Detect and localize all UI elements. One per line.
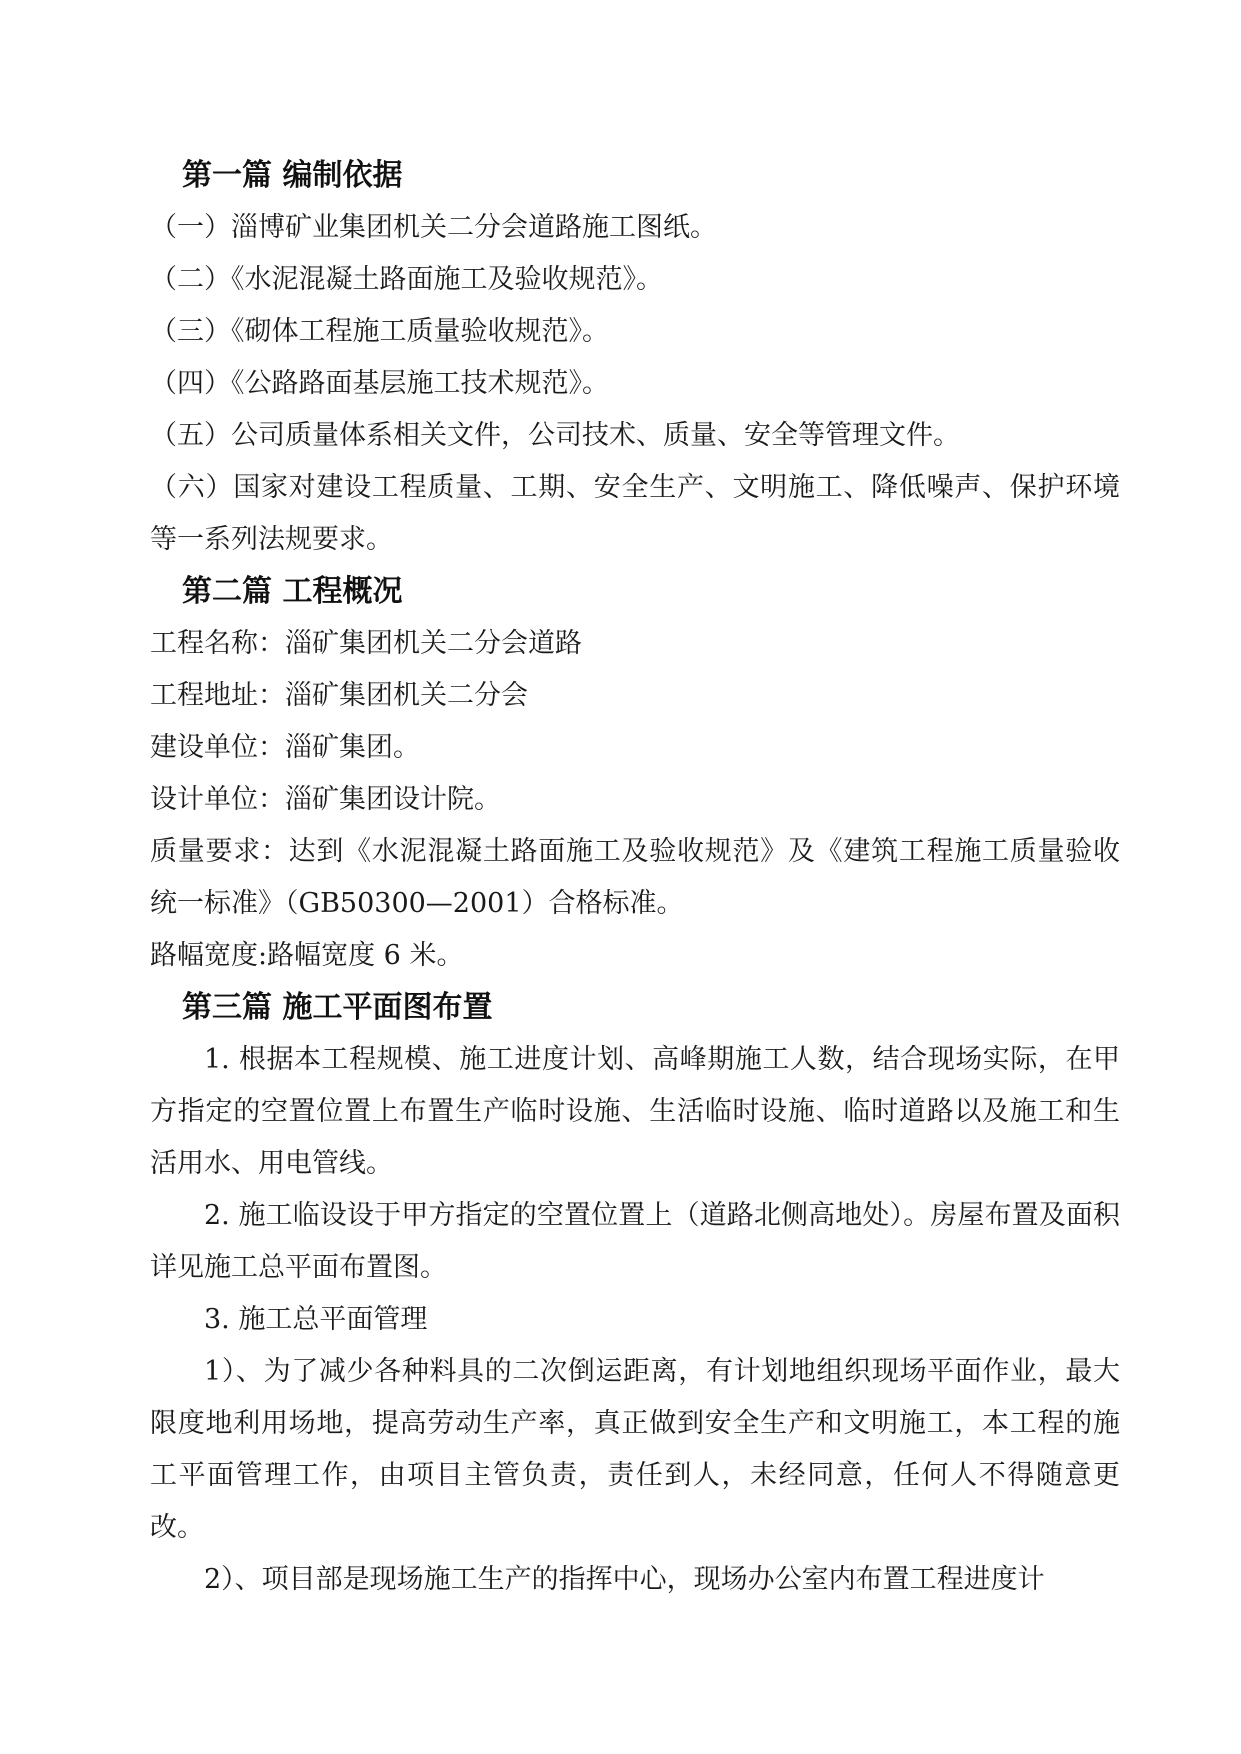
basis-item-1: （一）淄博矿业集团机关二分会道路施工图纸。 (150, 212, 717, 243)
layout-paragraph-4: 1）、为了减少各种料具的二次倒运距离，有计划地组织现场平面作业，最大限度地利用场地，提高劳动生产率，真正做到安全生产和文明施工，本工程的施工平面管理工作，由项目主管负责，责任到人，未经同意，任何人不得随意更改。 (150, 1356, 1120, 1543)
project-name: 工程名称：淄矿集团机关二分会道路 (150, 628, 582, 659)
basis-item-2: （二）《水泥混凝土路面施工及验收规范》。 (150, 264, 663, 295)
basis-item-3: （三）《砌体工程施工质量验收规范》。 (150, 316, 609, 347)
design-unit: 设计单位：淄矿集团设计院。 (150, 784, 501, 815)
basis-item-4: （四）《公路路面基层施工技术规范》。 (150, 368, 609, 399)
road-width: 路幅宽度:路幅宽度 6 米。 (150, 940, 464, 971)
quality-requirement: 质量要求：达到《水泥混凝土路面施工及验收规范》及《建筑工程施工质量验收统一标准》（GB50300—2001）合格标准。 (150, 836, 1120, 919)
layout-paragraph-1: 1. 根据本工程规模、施工进度计划、高峰期施工人数，结合现场实际，在甲方指定的空置位置上布置生产临时设施、生活临时设施、临时道路以及施工和生活用水、用电管线。 (150, 1044, 1120, 1179)
basis-item-6: （六）国家对建设工程质量、工期、安全生产、文明施工、降低噪声、保护环境等一系列法规要求。 (150, 472, 1120, 555)
layout-paragraph-5: 2）、项目部是现场施工生产的指挥中心，现场办公室内布置工程进度计 (204, 1564, 1045, 1595)
section-3-heading: 第三篇 施工平面图布置 (182, 990, 493, 1025)
layout-paragraph-3: 3. 施工总平面管理 (204, 1304, 428, 1335)
page-content (150, 150, 1120, 1606)
construction-unit: 建设单位：淄矿集团。 (150, 732, 420, 763)
project-address: 工程地址：淄矿集团机关二分会 (150, 680, 528, 711)
section-1-heading: 第一篇 编制依据 (182, 158, 403, 193)
basis-item-5: （五）公司质量体系相关文件，公司技术、质量、安全等管理文件。 (150, 420, 960, 451)
section-2-heading: 第二篇 工程概况 (182, 574, 403, 609)
layout-paragraph-2: 2. 施工临设设于甲方指定的空置位置上（道路北侧高地处）。房屋布置及面积详见施工总平面布置图。 (150, 1200, 1120, 1283)
